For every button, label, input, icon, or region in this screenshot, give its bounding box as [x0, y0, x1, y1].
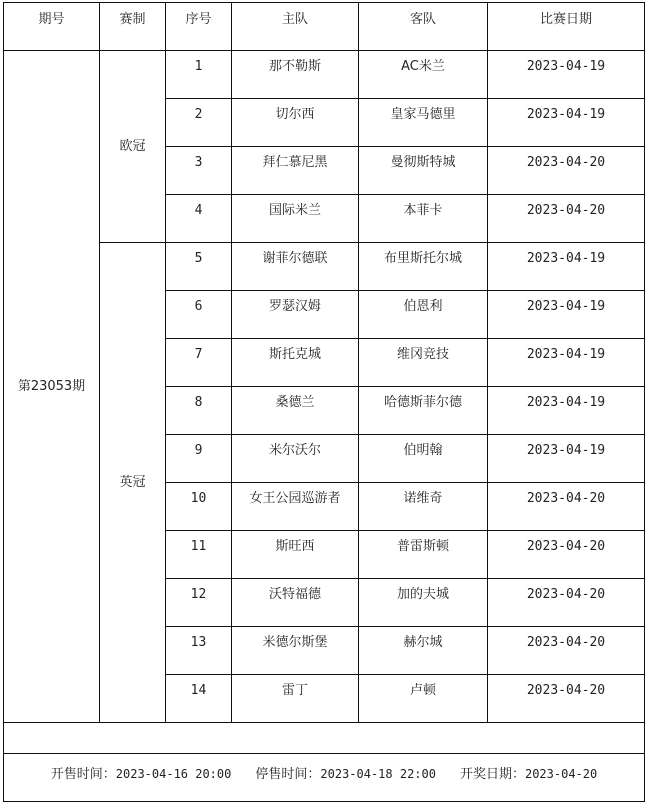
away-team-cell: 伯明翰 [359, 435, 488, 483]
away-team-cell: 曼彻斯特城 [359, 147, 488, 195]
home-team-cell: 国际米兰 [232, 195, 359, 243]
home-team-cell: 谢菲尔德联 [232, 243, 359, 291]
empty-cell [4, 723, 645, 754]
home-team-cell: 沃特福德 [232, 579, 359, 627]
away-team-cell: 加的夫城 [359, 579, 488, 627]
sale-stop [255, 766, 436, 783]
away-team-cell: 诺维奇 [359, 483, 488, 531]
match-date-cell: 2023-04-19 [488, 243, 645, 291]
match-date-cell: 2023-04-19 [488, 339, 645, 387]
match-date-cell: 2023-04-19 [488, 387, 645, 435]
away-team-cell: 伯恩利 [359, 291, 488, 339]
away-team-cell: 普雷斯顿 [359, 531, 488, 579]
home-team-cell: 那不勒斯 [232, 51, 359, 99]
away-team-cell: AC米兰 [359, 51, 488, 99]
table-row [4, 243, 645, 291]
home-team-cell: 桑德兰 [232, 387, 359, 435]
header-row [4, 3, 645, 51]
sale-start-value: 2023-04-16 20:00 [115, 767, 232, 781]
match-index-cell: 4 [166, 195, 232, 243]
match-date-cell: 2023-04-20 [488, 531, 645, 579]
home-team-cell: 雷丁 [232, 675, 359, 723]
home-team-cell: 米德尔斯堡 [232, 627, 359, 675]
match-schedule-table [3, 2, 645, 802]
draw-date-label: 开奖日期： [459, 767, 525, 782]
match-index-cell: 12 [166, 579, 232, 627]
header-period: 期号 [4, 3, 100, 51]
footer-cell [4, 754, 645, 802]
league-cell: 欧冠 [100, 51, 166, 243]
match-date-cell: 2023-04-20 [488, 195, 645, 243]
away-team-cell: 哈德斯菲尔德 [359, 387, 488, 435]
league-cell: 英冠 [100, 243, 166, 723]
draw-date-value: 2023-04-20 [524, 767, 598, 781]
match-body [4, 51, 645, 723]
away-team-cell: 布里斯托尔城 [359, 243, 488, 291]
empty-row [4, 723, 645, 754]
match-date-cell: 2023-04-20 [488, 579, 645, 627]
home-team-cell: 米尔沃尔 [232, 435, 359, 483]
table-row [4, 51, 645, 99]
home-team-cell: 切尔西 [232, 99, 359, 147]
match-index-cell: 11 [166, 531, 232, 579]
sale-info-line [4, 766, 644, 783]
away-team-cell: 维冈竞技 [359, 339, 488, 387]
match-date-cell: 2023-04-20 [488, 483, 645, 531]
away-team-cell: 赫尔城 [359, 627, 488, 675]
match-index-cell: 3 [166, 147, 232, 195]
sale-stop-label: 停售时间： [255, 767, 321, 782]
match-date-cell: 2023-04-19 [488, 51, 645, 99]
header-match-date: 比赛日期 [488, 3, 645, 51]
period-cell: 第23053期 [4, 51, 100, 723]
away-team-cell: 本菲卡 [359, 195, 488, 243]
footer-row [4, 754, 645, 802]
match-index-cell: 5 [166, 243, 232, 291]
match-index-cell: 13 [166, 627, 232, 675]
match-date-cell: 2023-04-19 [488, 291, 645, 339]
header-home-team: 主队 [232, 3, 359, 51]
home-team-cell: 斯旺西 [232, 531, 359, 579]
match-date-cell: 2023-04-20 [488, 627, 645, 675]
match-index-cell: 9 [166, 435, 232, 483]
home-team-cell: 女王公园巡游者 [232, 483, 359, 531]
match-index-cell: 14 [166, 675, 232, 723]
home-team-cell: 拜仁慕尼黑 [232, 147, 359, 195]
away-team-cell: 皇家马德里 [359, 99, 488, 147]
match-index-cell: 1 [166, 51, 232, 99]
home-team-cell: 罗瑟汉姆 [232, 291, 359, 339]
match-index-cell: 2 [166, 99, 232, 147]
match-date-cell: 2023-04-20 [488, 675, 645, 723]
match-index-cell: 7 [166, 339, 232, 387]
match-date-cell: 2023-04-20 [488, 147, 645, 195]
header-league: 赛制 [100, 3, 166, 51]
header-index: 序号 [166, 3, 232, 51]
home-team-cell: 斯托克城 [232, 339, 359, 387]
match-index-cell: 10 [166, 483, 232, 531]
match-index-cell: 8 [166, 387, 232, 435]
sale-start [51, 766, 232, 783]
match-index-cell: 6 [166, 291, 232, 339]
away-team-cell: 卢顿 [359, 675, 488, 723]
header-away-team: 客队 [359, 3, 488, 51]
sale-start-label: 开售时间： [50, 767, 116, 782]
match-date-cell: 2023-04-19 [488, 435, 645, 483]
draw-date [460, 766, 597, 783]
sale-stop-value: 2023-04-18 22:00 [320, 767, 436, 781]
match-date-cell: 2023-04-19 [488, 99, 645, 147]
